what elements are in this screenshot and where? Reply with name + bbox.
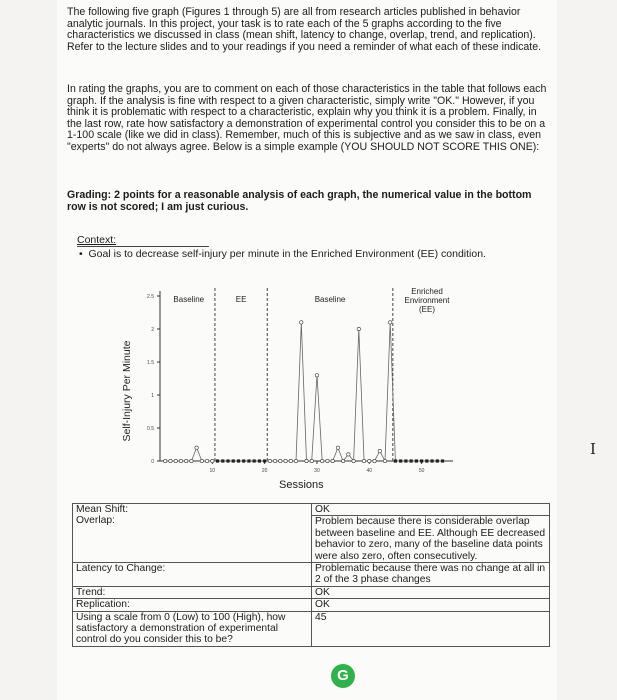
- y-tick-label: 2: [151, 327, 154, 333]
- data-point: [310, 459, 313, 462]
- phase-label-ee-2: Enriched Environment (EE): [404, 287, 450, 314]
- overlap-value: Problem because there is considerable overlap between baseline and EE. Although EE decreased behavior to zero, many of the baseline data points were also zero, often consecutively.: [312, 515, 549, 562]
- data-point: [336, 446, 339, 449]
- data-point: [263, 459, 266, 462]
- table-row: [73, 599, 550, 611]
- data-point: [441, 459, 444, 462]
- data-point: [211, 459, 214, 462]
- latency-value[interactable]: Problematic because there was no change at all in 2 of the 3 phase changes: [312, 563, 550, 587]
- data-point: [357, 327, 360, 330]
- data-point: [389, 321, 392, 324]
- data-point: [237, 459, 240, 462]
- y-tick-label: 0.5: [147, 426, 154, 432]
- data-point: [294, 459, 297, 462]
- data-point: [289, 459, 292, 462]
- data-point: [341, 459, 344, 462]
- data-point: [305, 459, 308, 462]
- data-point: [273, 459, 276, 462]
- text-cursor-icon: I: [590, 440, 596, 458]
- data-point: [399, 459, 402, 462]
- y-tick-label: 2.5: [147, 294, 154, 300]
- phase-label-baseline-1: Baseline: [173, 295, 205, 304]
- data-point: [394, 459, 397, 462]
- data-point: [200, 459, 203, 462]
- x-tick-label: 50: [418, 468, 425, 474]
- table-row: [73, 504, 550, 563]
- data-point: [253, 459, 256, 462]
- data-point: [174, 459, 177, 462]
- data-point: [383, 459, 386, 462]
- instructions-paragraph: In rating the graphs, you are to comment on each of those characteristics in the table that follows each graph. If the analysis is fine with respect to a given characteristic, simply write "OK." However, if you think it is problematic with respect to a characteristic, explain why you think it is a problem. Finally, in the last row, rate how satisfactory a demonstration of experimental control you consider this to be on a 1-100 scale (like we did in class). Remember, much of this is subjective and as we saw in class, even "experts" do not always agree. Below is a simple example (YOU SHOULD NOT SCORE THIS ONE):: [67, 83, 547, 153]
- data-point: [195, 446, 198, 449]
- x-axis-label: Sessions: [279, 479, 324, 491]
- overlap-label-text: Overlap:: [76, 515, 115, 527]
- data-point: [169, 459, 172, 462]
- data-point: [242, 459, 245, 462]
- data-point: [352, 459, 355, 462]
- data-point: [331, 459, 334, 462]
- phase-label-ee-1: EE: [235, 295, 247, 304]
- rating-table: [72, 503, 550, 647]
- scale-value[interactable]: 45: [312, 611, 550, 646]
- data-point: [320, 459, 323, 462]
- context-bullet-text: Goal is to decrease self-injury per minute in the Enriched Environment (EE) condition.: [88, 248, 486, 260]
- data-point: [326, 459, 329, 462]
- context-title: Context:: [77, 234, 209, 247]
- data-point: [420, 459, 423, 462]
- data-point: [232, 459, 235, 462]
- data-point: [378, 449, 381, 452]
- y-tick-label: 1: [151, 393, 154, 399]
- context-section: [77, 234, 486, 260]
- data-point: [315, 374, 318, 377]
- data-point: [205, 459, 208, 462]
- y-axis-label: Self-Injury Per Minute: [121, 340, 133, 442]
- y-tick-label: 1.5: [147, 360, 154, 366]
- data-point: [164, 459, 167, 462]
- data-point: [430, 459, 433, 462]
- table-row: [73, 611, 550, 646]
- data-point: [179, 459, 182, 462]
- mean-shift-and-overlap-values[interactable]: [312, 504, 550, 563]
- self-injury-chart: [118, 276, 463, 486]
- data-point: [226, 459, 229, 462]
- data-point: [410, 459, 413, 462]
- data-point: [221, 459, 224, 462]
- data-point: [190, 459, 193, 462]
- data-point: [425, 459, 428, 462]
- mean-shift-label-text: Mean Shift:: [76, 504, 129, 515]
- data-point: [362, 459, 365, 462]
- latency-label: Latency to Change:: [73, 563, 312, 587]
- replication-value[interactable]: OK: [312, 599, 550, 611]
- mean-shift-label: [73, 504, 312, 563]
- trend-value[interactable]: OK: [312, 586, 550, 598]
- data-point: [404, 459, 407, 462]
- data-point: [436, 459, 439, 462]
- data-point: [368, 459, 371, 462]
- data-point: [279, 459, 282, 462]
- g-icon[interactable]: G: [331, 664, 355, 688]
- scale-label: Using a scale from 0 (Low) to 100 (High), how satisfactory a demonstration of experimental control do you consider this to be?: [73, 611, 312, 646]
- x-tick-label: 30: [314, 468, 320, 474]
- data-point: [268, 459, 271, 462]
- series-line: [165, 322, 442, 461]
- context-bullet: • Goal is to decrease self-injury per minute in the Enriched Environment (EE) condition.: [79, 248, 486, 260]
- mean-shift-value: OK: [315, 504, 330, 515]
- trend-label: Trend:: [73, 586, 312, 598]
- data-point: [300, 321, 303, 324]
- data-point: [258, 459, 261, 462]
- data-point: [373, 459, 376, 462]
- x-tick-label: 20: [261, 468, 268, 474]
- data-point: [247, 459, 250, 462]
- x-tick-label: 10: [209, 468, 216, 474]
- grading-paragraph: Grading: 2 points for a reasonable analysis of each graph, the numerical value in the bottom row is not scored; I am just curious.: [67, 189, 532, 213]
- data-point: [415, 459, 418, 462]
- data-point: [216, 459, 219, 462]
- data-point: [347, 453, 350, 456]
- table-row: [73, 586, 550, 598]
- data-point: [284, 459, 287, 462]
- intro-paragraph: The following five graph (Figures 1 through 5) are all from research articles published in behavior analytic journals. In this project, your task is to rate each of the 5 graphs according to the five characteristics we discussed in class (mean shift, latency to change, overlap, trend, and replication). Refer to the lecture slides and to your readings if you need a reminder of what each of these indicate.: [67, 6, 542, 53]
- y-tick-label: 0: [151, 459, 154, 465]
- replication-label: Replication:: [73, 599, 312, 611]
- x-tick-label: 40: [366, 468, 373, 474]
- phase-label-baseline-2: Baseline: [314, 295, 346, 304]
- table-row: [73, 563, 550, 587]
- data-point: [184, 459, 187, 462]
